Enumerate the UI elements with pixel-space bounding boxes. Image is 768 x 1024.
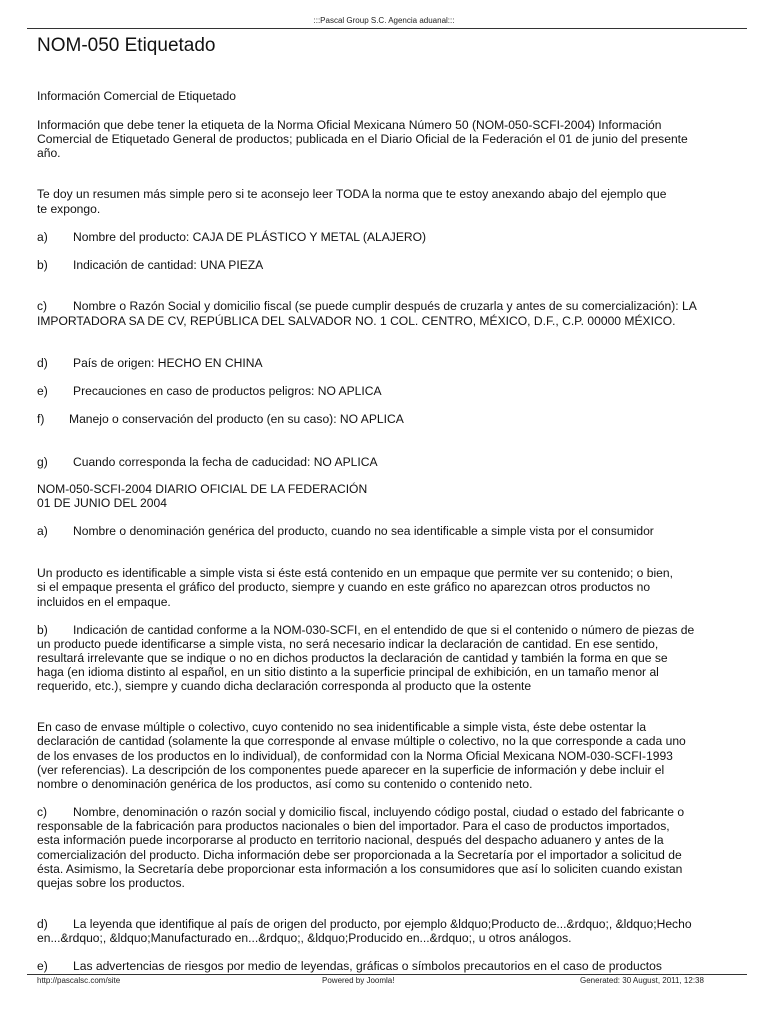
item-letter: e) bbox=[37, 384, 48, 398]
footer-powered: Powered by Joomla! bbox=[322, 976, 395, 985]
example-item-d bbox=[37, 356, 263, 370]
footer-url: http://pascalsc.com/site bbox=[37, 976, 121, 985]
norm-item-c-line-4: comercialización del producto. Dicha información debe ser proporcionada a la Secretaría por el importador a solicitud de bbox=[37, 848, 682, 862]
item-letter: d) bbox=[37, 356, 48, 370]
norm-heading-line-1: NOM-050-SCFI-2004 DIARIO OFICIAL DE LA FEDERACIÓN bbox=[37, 482, 368, 496]
norm-item-c-line-6: quejas sobre los productos. bbox=[37, 876, 185, 890]
summary-line-2: te expongo. bbox=[37, 202, 101, 216]
norm-item-b-line-2: un producto puede identificarse a simple vista, no será necesario indicar la declaración de cantidad. En ese sentido, bbox=[37, 637, 659, 651]
subtitle: Información Comercial de Etiquetado bbox=[37, 89, 236, 103]
norm-item-d-line-2: en...&rdquo;, &ldquo;Manufacturado en...&rdquo;, &ldquo;Producido en...&rdquo;, u otros análogos. bbox=[37, 931, 572, 945]
summary-line-1: Te doy un resumen más simple pero si te aconsejo leer TODA la norma que te estoy anexando abajo del ejemplo que bbox=[37, 187, 667, 201]
item-letter: d) bbox=[37, 917, 48, 931]
item-text: Cuando corresponda la fecha de caducidad: NO APLICA bbox=[73, 455, 378, 469]
header-divider bbox=[27, 28, 747, 29]
item-letter: g) bbox=[37, 455, 48, 469]
item-letter: a) bbox=[37, 524, 48, 538]
item-letter: f) bbox=[37, 412, 45, 426]
norm-item-b-line-5: requerido, etc.), siempre y cuando dicha declaración corresponda al producto que la ostente bbox=[37, 679, 532, 693]
identificable-line-2: si el empaque presenta el gráfico del producto, siempre y cuando en este gráfico no aparezcan otros productos no bbox=[37, 580, 651, 594]
footer-generated: Generated: 30 August, 2011, 12:38 bbox=[580, 976, 704, 985]
item-letter: c) bbox=[37, 299, 48, 313]
item-text: La leyenda que identifique al país de origen del producto, por ejemplo &ldquo;Producto de...&rdquo;, &ldquo;Hecho bbox=[73, 917, 692, 931]
envase-line-3: de los envases de los productos en lo individual), de conformidad con la Norma Oficial Mexicana NOM-030-SCFI-1993 bbox=[37, 749, 673, 763]
norm-item-c-line-3: esta información puede incorporarse al producto en territorio nacional, después del despacho aduanero y antes de la bbox=[37, 833, 664, 847]
envase-line-5: nombre o denominación genérica de los productos, así como su contenido o contenido neto. bbox=[37, 777, 533, 791]
norm-item-c bbox=[37, 805, 684, 819]
item-text: País de origen: HECHO EN CHINA bbox=[73, 356, 263, 370]
item-letter: b) bbox=[37, 623, 48, 637]
norm-item-b-line-3: resultará irrelevante que se indique o no en dichos productos la declaración de cantidad y también la forma en que se bbox=[37, 651, 668, 665]
intro-line-2: Comercial de Etiquetado General de productos; publicada en el Diario Oficial de la Federación el 01 de junio del presente bbox=[37, 132, 688, 146]
example-item-b bbox=[37, 258, 263, 272]
envase-line-2: declaración de cantidad (solamente la que corresponde al envase múltiple o colectivo, no la que corresponde a cada uno bbox=[37, 734, 686, 748]
item-text: Nombre o denominación genérica del producto, cuando no sea identificable a simple vista por el consumidor bbox=[73, 524, 654, 538]
norm-item-b-line-4: haga (en idioma distinto al español, en un sitio distinto a la superficie principal de exhibición, en un tamaño menor al bbox=[37, 665, 659, 679]
norm-item-d bbox=[37, 917, 692, 931]
example-item-e bbox=[37, 384, 382, 398]
item-text: Manejo o conservación del producto (en su caso): NO APLICA bbox=[69, 412, 404, 426]
norm-item-c-line-2: responsable de la fabricación para productos nacionales o bien del importador. Para el caso de productos importados, bbox=[37, 819, 670, 833]
item-letter: e) bbox=[37, 959, 48, 973]
page-title: NOM-050 Etiquetado bbox=[37, 35, 216, 56]
identificable-line-1: Un producto es identificable a simple vista si éste está contenido en un empaque que permite ver su contenido; o bien, bbox=[37, 566, 673, 580]
item-text: Precauciones en caso de productos peligros: NO APLICA bbox=[73, 384, 382, 398]
footer-divider bbox=[27, 974, 747, 975]
norm-item-a bbox=[37, 524, 654, 538]
norm-heading-line-2: 01 DE JUNIO DEL 2004 bbox=[37, 496, 167, 510]
example-item-a bbox=[37, 230, 426, 244]
example-item-c bbox=[37, 299, 697, 313]
item-letter: b) bbox=[37, 258, 48, 272]
site-banner: :::Pascal Group S.C. Agencia aduanal::: bbox=[313, 16, 455, 25]
example-item-g bbox=[37, 455, 378, 469]
item-letter: c) bbox=[37, 805, 48, 819]
envase-line-1: En caso de envase múltiple o colectivo, cuyo contenido no sea inidentificable a simple vista, éste debe ostentar la bbox=[37, 720, 647, 734]
norm-item-e bbox=[37, 959, 662, 973]
item-letter: a) bbox=[37, 230, 48, 244]
item-text: Nombre o Razón Social y domicilio fiscal (se puede cumplir después de cruzarla y antes de su comercialización): LA bbox=[73, 299, 697, 313]
item-text: Indicación de cantidad conforme a la NOM-030-SCFI, en el entendido de que si el contenido o número de piezas de bbox=[73, 623, 695, 637]
envase-line-4: (ver referencias). La descripción de los componentes puede aparecer en la superficie de información y debe incluir el bbox=[37, 763, 665, 777]
intro-line-3: año. bbox=[37, 146, 61, 160]
norm-item-b bbox=[37, 623, 694, 637]
item-text: Las advertencias de riesgos por medio de leyendas, gráficas o símbolos precautorios en el caso de productos bbox=[73, 959, 662, 973]
norm-item-c-line-5: ésta. Asimismo, la Secretaría debe proporcionar esta información a los consumidores que así lo soliciten cuando existan bbox=[37, 862, 683, 876]
item-text: Nombre del producto: CAJA DE PLÁSTICO Y METAL (ALAJERO) bbox=[73, 230, 427, 244]
identificable-line-3: incluidos en el empaque. bbox=[37, 595, 171, 609]
item-text: Nombre, denominación o razón social y domicilio fiscal, incluyendo código postal, ciudad o estado del fabricante o bbox=[73, 805, 685, 819]
intro-line-1: Información que debe tener la etiqueta de la Norma Oficial Mexicana Número 50 (NOM-050-SCFI-2004) Información bbox=[37, 118, 662, 132]
example-item-f bbox=[37, 412, 404, 426]
item-text: Indicación de cantidad: UNA PIEZA bbox=[73, 258, 264, 272]
example-item-c-continuation: IMPORTADORA SA DE CV, REPÚBLICA DEL SALVADOR NO. 1 COL. CENTRO, MÉXICO, D.F., C.P. 00000 MÉXICO. bbox=[37, 314, 676, 328]
